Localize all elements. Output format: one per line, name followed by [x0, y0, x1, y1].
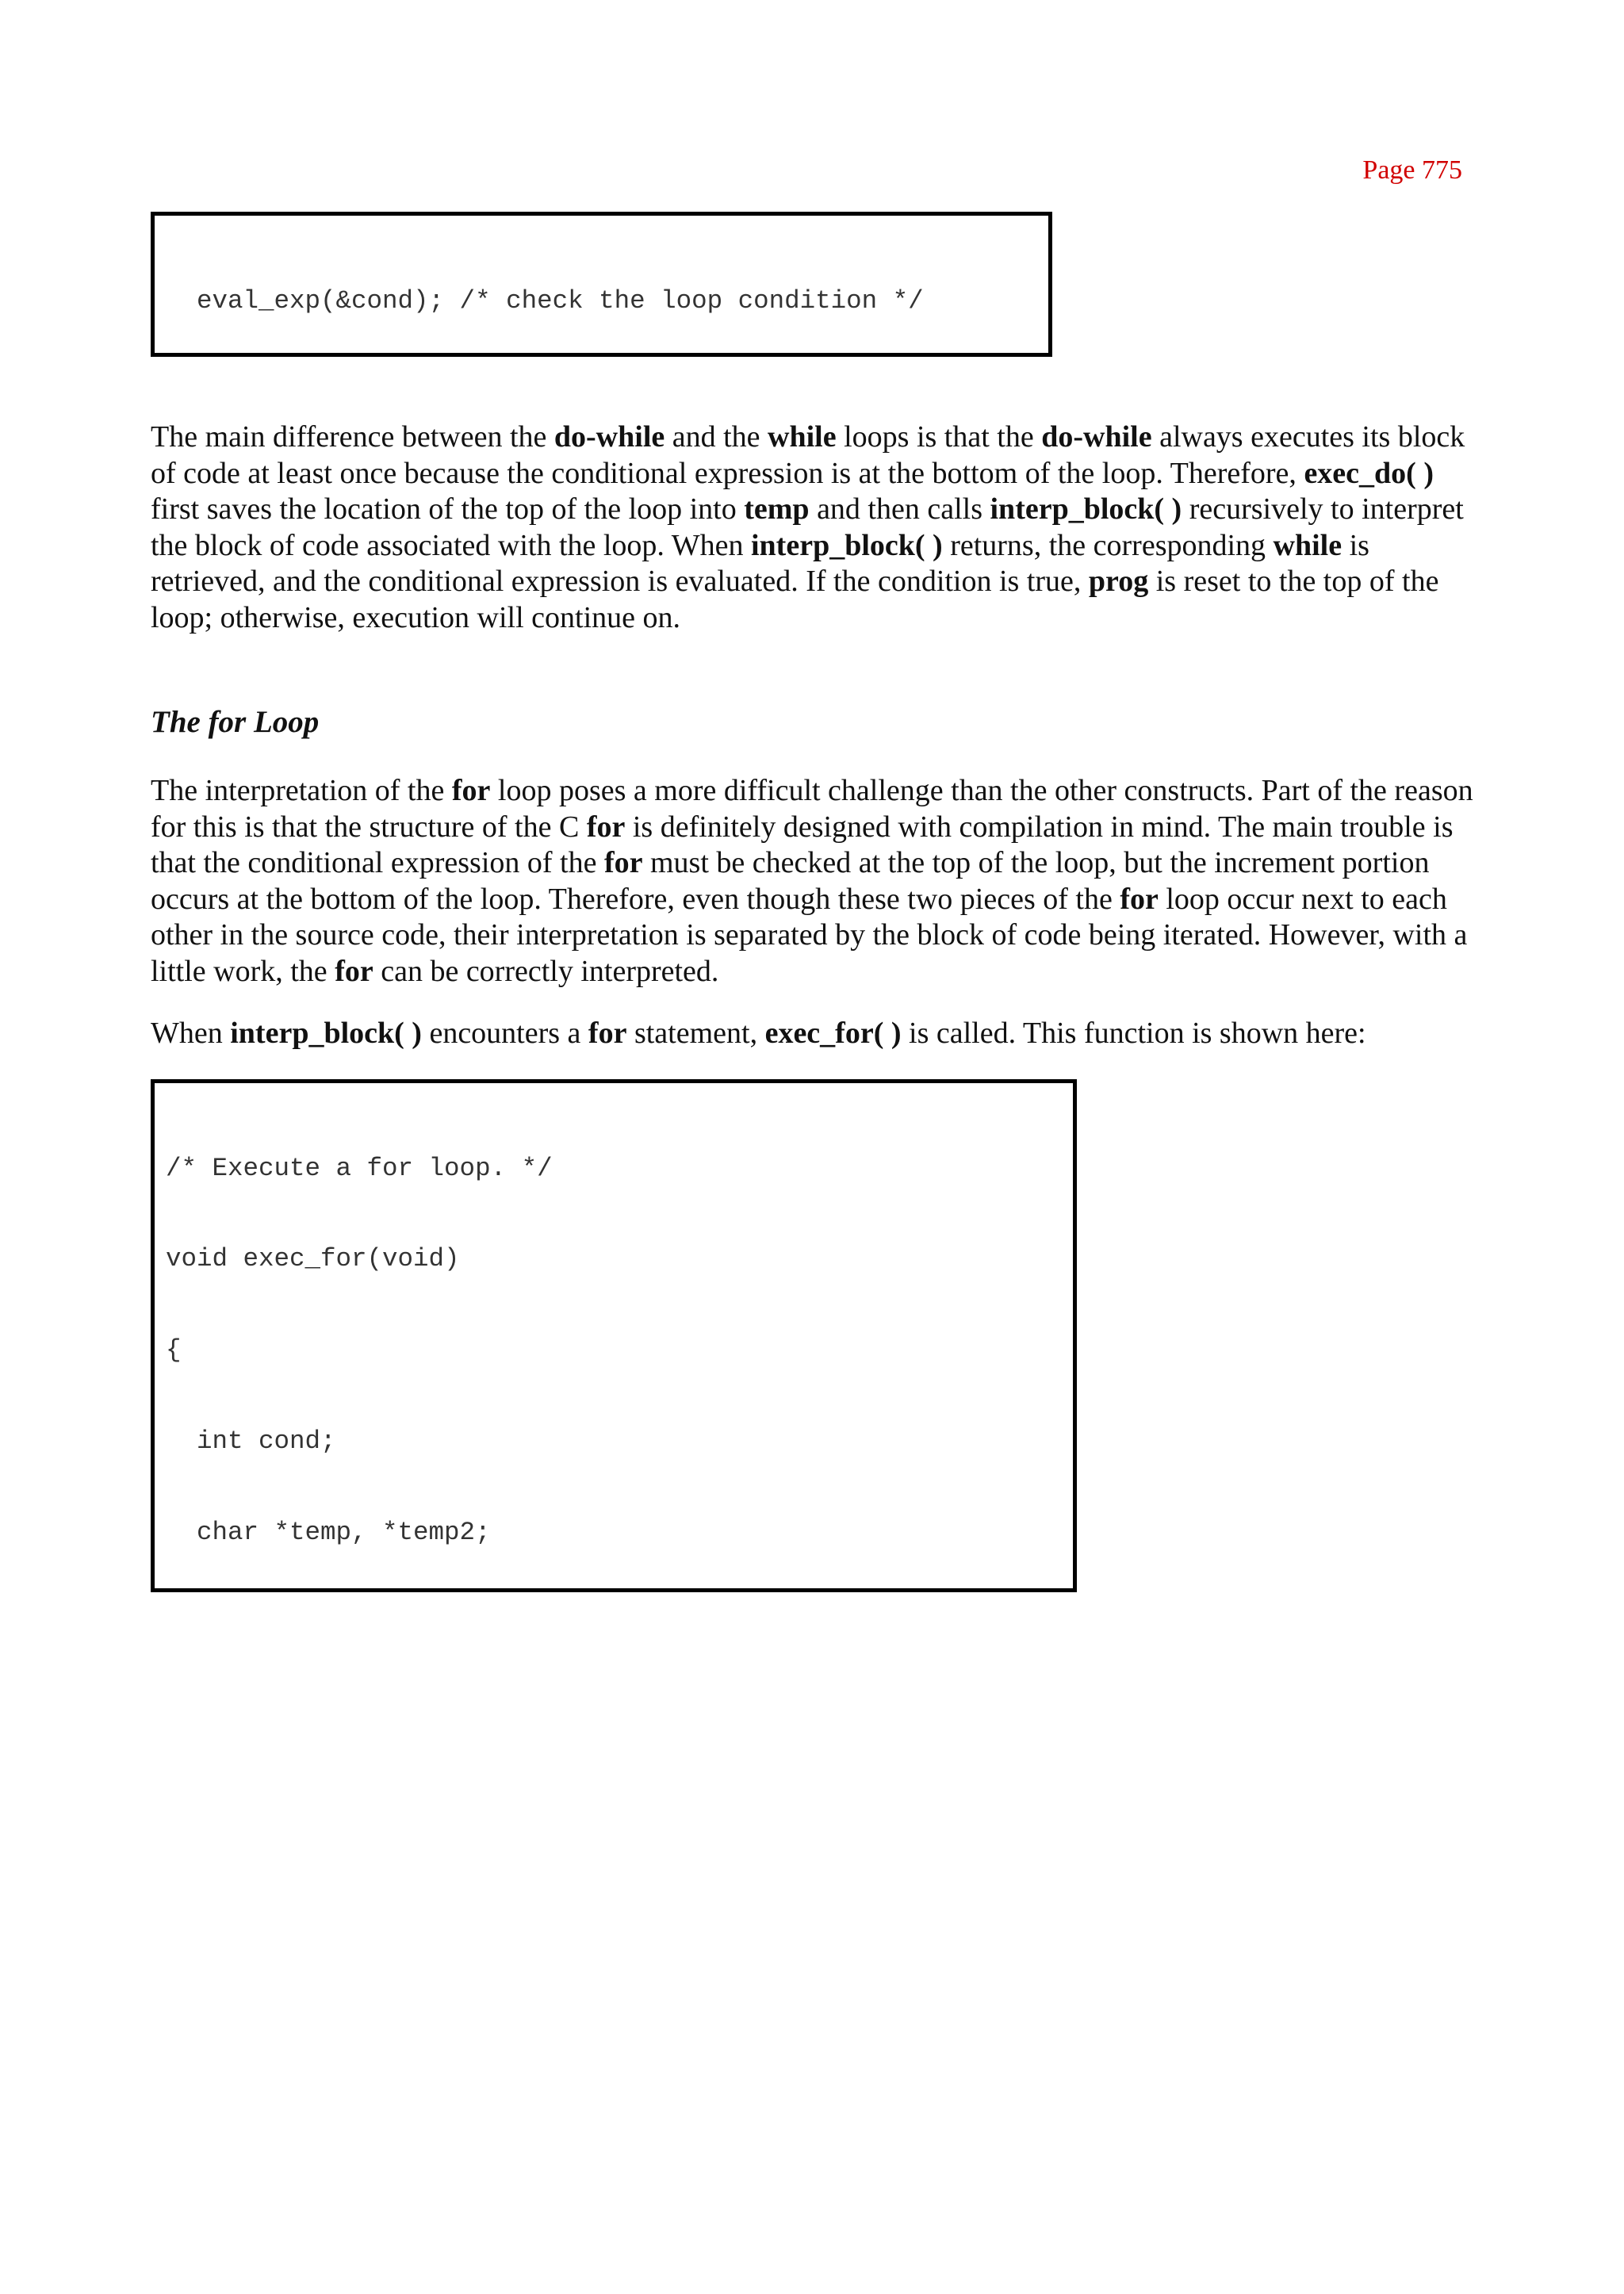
- text-run: is retrieved, and the conditional expression is evaluated. If the condition is true,: [151, 528, 1369, 598]
- bold-term: prog: [1088, 565, 1149, 598]
- code-block-exec-for: [151, 1079, 1077, 1592]
- text-run: The interpretation of the: [151, 774, 452, 807]
- page-number: Page 775: [1362, 155, 1462, 185]
- bold-term: while: [768, 420, 837, 454]
- text-run: loops is that the: [836, 420, 1042, 454]
- code-line: eval_exp(&cond); /* check the loop condition */: [166, 285, 924, 316]
- paragraph-exec-for-intro: [151, 1016, 1475, 1052]
- text-run: The main difference between the: [151, 420, 554, 454]
- text-run: statement,: [626, 1017, 765, 1050]
- text-run: encounters a: [421, 1017, 588, 1050]
- text-run: is called. This function is shown here:: [901, 1017, 1366, 1050]
- bold-term: for: [335, 954, 373, 988]
- text-run: and the: [665, 420, 768, 454]
- code-line: {: [166, 1335, 182, 1365]
- bold-term: for: [588, 1017, 627, 1050]
- code-line: /* Execute a for loop. */: [166, 1153, 553, 1183]
- text-run: recursively to interpret the block of code associated with the loop. When: [151, 492, 1464, 562]
- bold-term: interp_block( ): [990, 492, 1182, 526]
- text-run: can be correctly interpreted.: [373, 954, 719, 988]
- bold-term: do-while: [553, 420, 665, 454]
- text-run: loop poses a more difficult challenge than the other constructs. Part of the reason for this is that the structure of the C: [151, 774, 1473, 844]
- bold-term: for: [603, 846, 643, 879]
- text-run: must be checked at the top of the loop, but the increment portion occurs at the bottom of the loop. Therefore, even though these two pieces of the: [151, 846, 1430, 916]
- bold-term: exec_do( ): [1304, 456, 1434, 490]
- bold-term: for: [1120, 882, 1159, 916]
- bold-term: interp_block( ): [230, 1017, 422, 1050]
- text-run: loop occur next to each other in the source code, their interpretation is separated by the block of code being iterated. However, with a little work, the: [151, 882, 1468, 988]
- bold-term: do-while: [1041, 420, 1152, 454]
- paragraph-do-while-explanation: [151, 419, 1475, 636]
- code-line: int cond;: [166, 1427, 336, 1457]
- bold-term: for: [451, 774, 491, 807]
- text-run: is reset to the top of the loop; otherwise, execution will continue on.: [151, 565, 1439, 634]
- text-run: first saves the location of the top of the loop into: [151, 492, 745, 526]
- bold-term: while: [1273, 528, 1342, 562]
- code-line: void exec_for(void): [166, 1244, 460, 1274]
- section-heading: The for Loop: [151, 705, 320, 739]
- paragraph-for-loop-challenge: [151, 773, 1475, 990]
- bold-term: exec_for( ): [764, 1017, 902, 1050]
- text-run: and then calls: [809, 492, 990, 526]
- text-run: always executes its block of code at least once because the conditional expression is at the bottom of the loop. Therefore,: [151, 420, 1465, 490]
- code-line: char *temp, *temp2;: [166, 1518, 491, 1548]
- bold-term: for: [586, 810, 626, 844]
- text-run: is definitely designed with compilation in mind. The main trouble is that the conditional expression of the: [151, 810, 1454, 879]
- code-block-do-while-end: [151, 212, 1052, 357]
- text-run: returns, the corresponding: [942, 528, 1274, 562]
- text-run: When: [151, 1017, 231, 1050]
- bold-term: interp_block( ): [750, 528, 943, 562]
- bold-term: temp: [744, 492, 810, 526]
